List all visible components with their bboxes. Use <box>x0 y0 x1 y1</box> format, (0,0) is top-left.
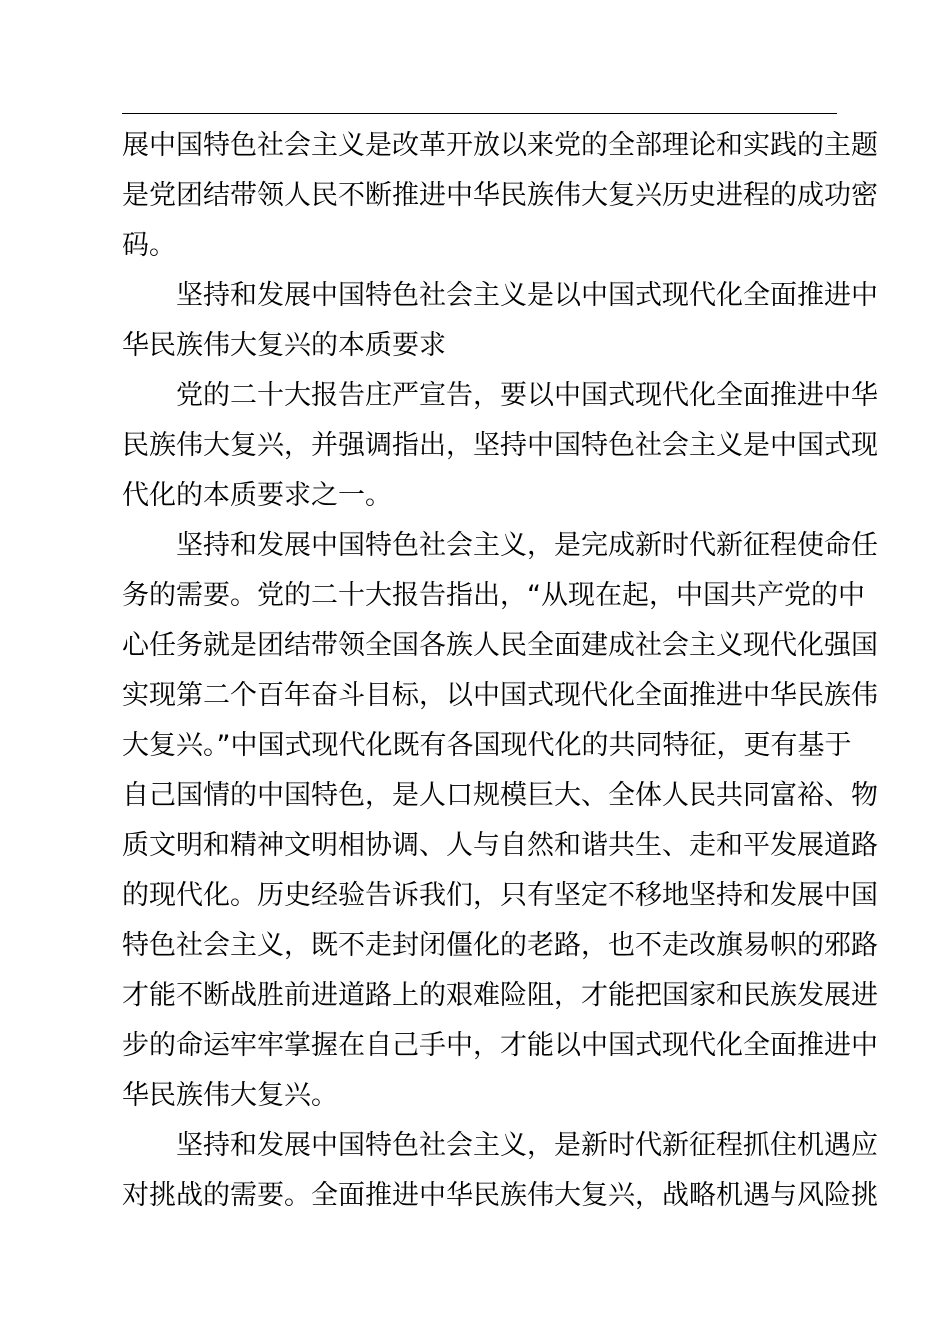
text-line: 务的需要。党的二十大报告指出，“从现在起，中国共产党的中 <box>122 580 865 611</box>
text-line: 码。 <box>122 230 176 261</box>
text-line: 坚持和发展中国特色社会主义，是新时代新征程抓住机遇应 <box>176 1130 878 1161</box>
document-body <box>122 121 878 1221</box>
text-line: 特色社会主义，既不走封闭僵化的老路，也不走改旗易帜的邪路 <box>122 930 878 961</box>
section-heading-line: 坚持和发展中国特色社会主义是以中国式现代化全面推进中 <box>176 280 878 311</box>
text-line: 民族伟大复兴，并强调指出，坚持中国特色社会主义是中国式现 <box>122 430 878 461</box>
text-line: 才能不断战胜前进道路上的艰难险阻，才能把国家和民族发展进 <box>122 980 878 1011</box>
text-line: 步的命运牢牢掌握在自己手中，才能以中国式现代化全面推进中 <box>122 1030 878 1061</box>
text-line: 展中国特色社会主义是改革开放以来党的全部理论和实践的主题 <box>122 130 878 161</box>
text-line: 代化的本质要求之一。 <box>122 480 392 511</box>
header-rule <box>122 113 837 114</box>
text-line: 心任务就是团结带领全国各族人民全面建成社会主义现代化强国 <box>122 630 878 661</box>
text-line: 对挑战的需要。全面推进中华民族伟大复兴，战略机遇与风险挑 <box>122 1180 878 1211</box>
text-line: 党的二十大报告庄严宣告，要以中国式现代化全面推进中华 <box>176 380 878 411</box>
text-line: 大复兴。”中国式现代化既有各国现代化的共同特征，更有基于 <box>122 730 852 761</box>
text-line: 实现第二个百年奋斗目标，以中国式现代化全面推进中华民族伟 <box>122 680 878 711</box>
text-line: 自己国情的中国特色，是人口规模巨大、全体人民共同富裕、物 <box>122 780 878 811</box>
text-line: 的现代化。历史经验告诉我们，只有坚定不移地坚持和发展中国 <box>122 880 878 911</box>
text-line: 华民族伟大复兴。 <box>122 1080 338 1111</box>
section-heading-line: 华民族伟大复兴的本质要求 <box>122 330 446 361</box>
text-line: 是党团结带领人民不断推进中华民族伟大复兴历史进程的成功密 <box>122 180 878 211</box>
text-line: 坚持和发展中国特色社会主义，是完成新时代新征程使命任 <box>176 530 878 561</box>
text-line: 质文明和精神文明相协调、人与自然和谐共生、走和平发展道路 <box>122 830 878 861</box>
